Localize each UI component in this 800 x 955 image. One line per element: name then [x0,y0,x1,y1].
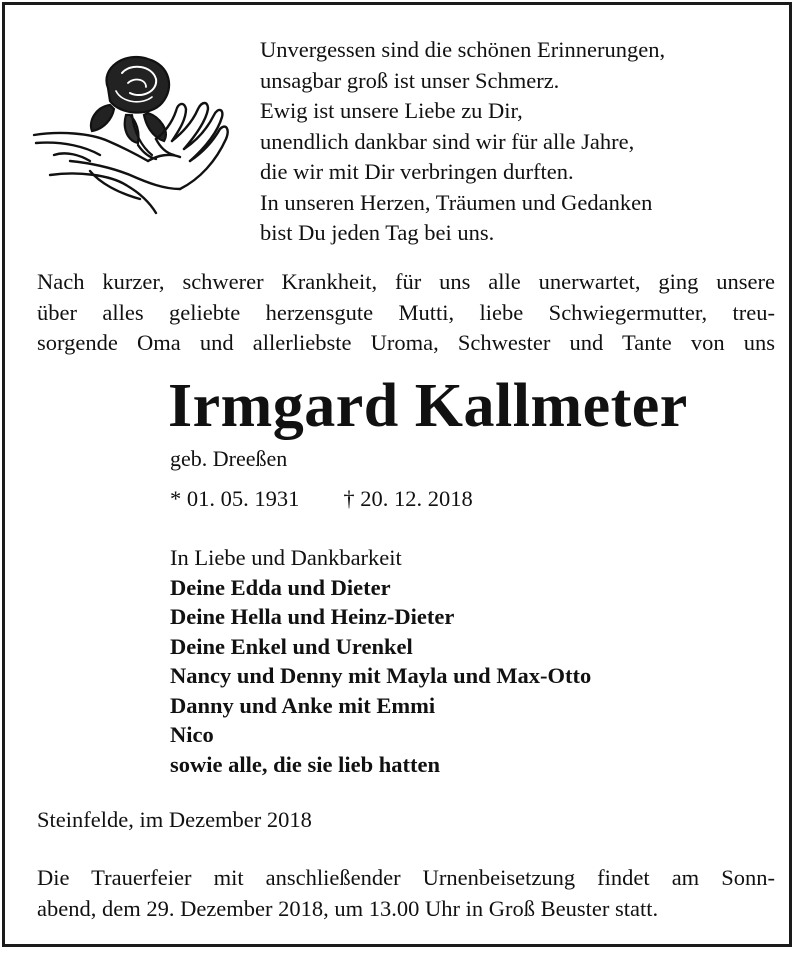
announcement-text [37,267,775,359]
poem-line: bist Du jeden Tag bei uns. [260,220,495,245]
birth-date: * 01. 05. 1931 [170,486,300,511]
poem-line: In unseren Herzen, Träumen und Gedanken [260,189,653,215]
mourner-line: Danny und Anke mit Emmi [170,692,436,718]
poem-line: die wir mit Dir verbringen durften. [260,159,574,184]
rose-in-hands-icon [30,43,235,215]
poem-line: Ewig ist unsere Liebe zu Dir, [260,98,523,123]
life-dates [170,485,473,513]
announcement-line: über alles geliebte herzensgute Mutti, liebe Schwiegermutter, treu- [37,299,775,325]
memorial-poem [260,35,665,249]
announcement-line: Nach kurzer, schwerer Krankheit, für uns alle unerwartet, ging unsere [37,269,775,294]
announcement-line: sorgende Oma und allerliebste Uroma, Schwester und Tante von uns [37,330,775,355]
mourner-line: Deine Hella und Heinz-Dieter [170,604,455,629]
mourner-line: Deine Enkel und Urenkel [170,633,413,659]
funeral-info [37,863,775,924]
funeral-line: abend, dem 29. Dezember 2018, um 13.00 Uhr in Groß Beuster statt. [37,895,659,921]
poem-line: unsagbar groß ist unser Schmerz. [260,67,560,93]
death-date: † 20. 12. 2018 [343,486,473,511]
mourners-list [170,543,591,779]
deceased-name: Irmgard Kallmeter [168,372,688,440]
funeral-line: Die Trauerfeier mit anschließender Urnenbeisetzung findet am Sonn- [37,865,775,890]
place-and-date: Steinfelde, im Dezember 2018 [37,807,312,832]
poem-line: unendlich dankbar sind wir für alle Jahre, [260,128,635,154]
mourner-line: Nico [170,722,214,747]
mourner-line: sowie alle, die sie lieb hatten [170,751,440,777]
mourner-line: Nancy und Denny mit Mayla und Max-Otto [170,663,592,688]
obituary-notice [2,2,792,947]
poem-line: Unvergessen sind die schönen Erinnerungen, [260,37,666,62]
birth-name: geb. Dreeßen [170,446,288,471]
mourner-line: Deine Edda und Dieter [170,574,391,600]
mourners-intro: In Liebe und Dankbarkeit [170,545,402,570]
